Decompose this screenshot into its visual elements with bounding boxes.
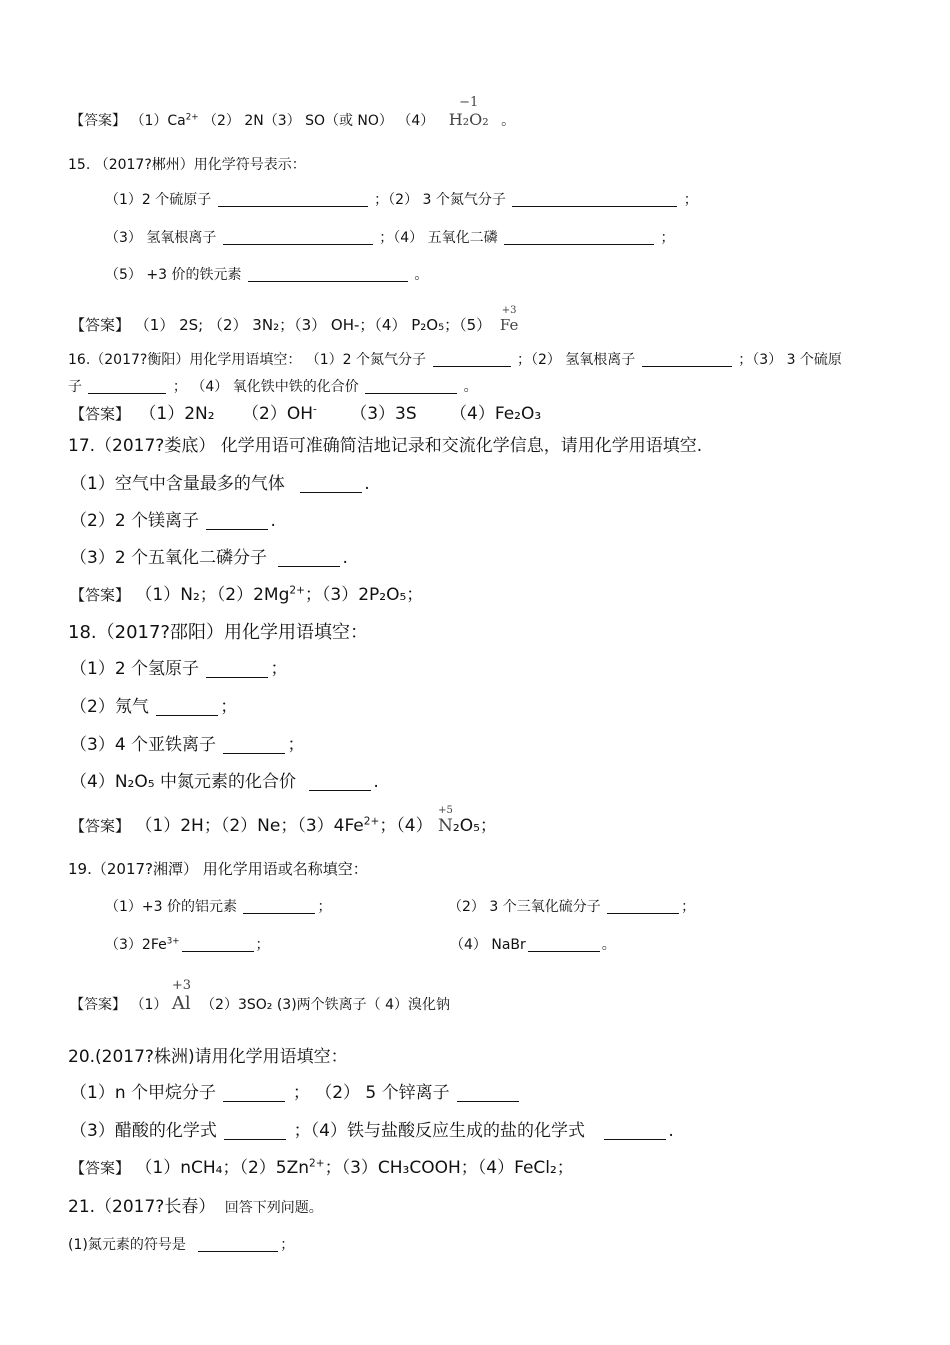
answer-blank[interactable]	[457, 1100, 519, 1102]
answer-label: 【答案】	[70, 586, 131, 604]
q15-line2: （3） 氢氧根离子 ；（4） 五氧化二磷 ；	[105, 230, 675, 246]
answer-part2: （2） 2N（3） SO（或 NO）	[202, 113, 393, 129]
q18-line4: （4）N₂O₅ 中氮元素的化合价 .	[70, 772, 379, 792]
h2o2-valence-formula: −1 H₂O₂	[448, 95, 489, 129]
q21-line1: (1)氮元素的符号是 ；	[68, 1237, 295, 1253]
q19-title: 19.（2017?湘潭） 用化学用语或名称填空：	[68, 860, 368, 878]
answer-blank[interactable]	[223, 752, 285, 754]
answer-part3: （4）	[397, 113, 435, 129]
q18-line2: （2）氖气 ；	[70, 697, 238, 717]
al-valence-formula: +3 Al	[171, 978, 191, 1014]
answer-blank[interactable]	[206, 676, 268, 678]
answer-blank[interactable]	[182, 950, 254, 952]
answer-blank[interactable]	[504, 243, 654, 245]
q19-line2-right: （4） NaBr 。	[450, 937, 616, 953]
q15-line3: （5） +3 价的铁元素 。	[105, 267, 429, 283]
answer-label: 【答案】	[70, 1159, 131, 1177]
q20-title: 20.(2017?株洲)请用化学用语填空：	[68, 1047, 348, 1067]
answer-label: 【答案】	[70, 817, 131, 835]
q19-line2-left: $(3)2Fe^{3+}$ ；	[105, 936, 270, 953]
answer-blank[interactable]	[218, 205, 368, 207]
q18-title: 18.（2017?邵阳）用化学用语填空：	[68, 622, 368, 643]
q15-answer: 【答案】 （1） 2S; （2） 3N₂；（3） OH-；（4） P₂O₅；（5） +3 Fe	[70, 305, 519, 334]
q15-title: 15. （2017?郴州）用化学符号表示：	[68, 157, 306, 173]
q17-line3: （3）2 个五氧化二磷分子 .	[70, 548, 348, 568]
answer-blank[interactable]	[88, 392, 166, 394]
answer-blank[interactable]	[604, 1138, 666, 1140]
fe-valence-formula: +3 Fe	[499, 305, 519, 334]
n-valence-formula: +5 N	[438, 805, 453, 836]
q20-line2: （3）醋酸的化学式 ；（4）铁与盐酸反应生成的盐的化学式 .	[70, 1121, 674, 1141]
answer-label: 【答案】	[70, 997, 126, 1013]
answer-blank[interactable]	[300, 491, 362, 493]
charge-superscript: 2+	[185, 112, 199, 123]
q19-line1-right: （2） 3 个三氧化硫分子 ；	[448, 899, 696, 915]
answer-blank[interactable]	[365, 392, 457, 394]
q16-answer: 【答案】 （1）2N₂ （2）OH- （3）3S （4）Fe₂O₃	[70, 403, 542, 424]
answer-label: 【答案】	[70, 405, 131, 423]
q19-line1-left: （1）+3 价的铝元素 ；	[105, 899, 332, 915]
answer-blank[interactable]	[607, 912, 679, 914]
q21-title: 21.（2017?长春） 回答下列问题。	[68, 1197, 323, 1217]
q16-line1: 16.（2017?衡阳）用化学用语填空： （1）2 个氮气分子 ；（2） 氢氧根离子 ；（3） 3 个硫原	[68, 352, 842, 368]
answer-label: 【答案】	[70, 113, 126, 129]
answer-blank[interactable]	[156, 714, 218, 716]
q17-answer: 【答案】 （1）N₂；$(2)2Mg^{2+}$；（3）2P₂O₅；	[70, 584, 424, 605]
answer-blank[interactable]	[433, 365, 511, 367]
answer-blank[interactable]	[248, 280, 408, 282]
q14-answer: 【答案】 $(1)Ca^{2+}$ （2） 2N（3） SO（或 NO） （4） −1 H₂O₂ 。	[70, 95, 516, 129]
answer-blank[interactable]	[243, 912, 315, 914]
q18-answer: 【答案】 （1）2H；（2）Ne；$(3)4Fe^{2+}$；（4） +5 N₂O₅；	[70, 805, 497, 836]
q17-line1: （1）空气中含量最多的气体 .	[70, 474, 370, 494]
q17-title: 17.（2017?娄底） 化学用语可准确简洁地记录和交流化学信息，请用化学用语填空.	[68, 436, 703, 456]
answer-blank[interactable]	[528, 950, 600, 952]
answer-label: 【答案】	[70, 316, 131, 334]
answer-blank[interactable]	[198, 1250, 278, 1252]
answer-blank[interactable]	[223, 243, 373, 245]
q15-line1: （1）2 个硫原子 ；（2） 3 个氮气分子 ；	[105, 192, 698, 208]
answer-blank[interactable]	[642, 365, 732, 367]
q20-line1: （1）n 个甲烷分子 ； （2） 5 个锌离子	[70, 1085, 521, 1102]
answer-blank[interactable]	[206, 528, 268, 530]
answer-blank[interactable]	[512, 205, 677, 207]
answer-blank[interactable]	[309, 789, 371, 791]
q19-answer: 【答案】 （1） +3 Al （2）3SO₂ (3)两个铁离子（ 4）溴化钠	[70, 978, 451, 1014]
q16-line2: 子 ； （4） 氧化铁中铁的化合价 。	[68, 379, 478, 395]
answer-blank[interactable]	[224, 1138, 286, 1140]
q20-answer: 【答案】 （1）nCH₄；$(2)5Zn^{2+}$；（3）CH₃COOH；（4）FeCl₂；	[70, 1157, 574, 1178]
q18-line3: （3）4 个亚铁离子 ；	[70, 735, 305, 755]
answer-part1: （1）Ca	[130, 113, 186, 129]
q18-line1: （1）2 个氢原子 ；	[70, 659, 288, 679]
q17-line2: （2）2 个镁离子 .	[70, 511, 276, 531]
answer-blank[interactable]	[223, 1100, 285, 1102]
answer-blank[interactable]	[278, 565, 340, 567]
